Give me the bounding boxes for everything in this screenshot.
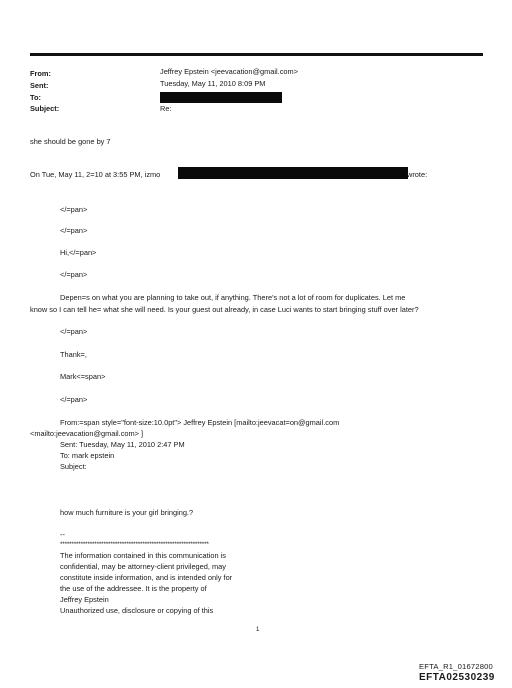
disclaimer-stars: ***************************************************************** <box>60 541 209 548</box>
bates-number-large: EFTA02530239 <box>419 672 495 683</box>
sender-redaction <box>178 167 408 179</box>
forwarded-from-line2: <mailto:jeevacation@gmail.com> ] <box>30 429 144 438</box>
span-artifact: </=pan> <box>60 270 88 279</box>
sent-value: Tuesday, May 11, 2010 8:09 PM <box>160 79 266 88</box>
disclaimer-line: confidential, may be attorney-client privileged, may <box>60 562 226 571</box>
subject-label: Subject: <box>30 104 60 113</box>
sent-label: Sent: <box>30 81 49 90</box>
to-redaction <box>160 92 282 103</box>
reply-text: she should be gone by 7 <box>30 137 111 146</box>
forwarded-from-line1: From:=span style="font-size:10.0pt"> Jeffrey Epstein [mailto:jeevacat=on@gmail.com <box>60 418 340 427</box>
signature-dashes: -- <box>60 530 65 539</box>
disclaimer-line: constitute inside information, and is intended only for <box>60 573 233 582</box>
message-paragraph-line1: Depen=s on what you are planning to take out, if anything. There's not a lot of room for duplicates. Let me <box>60 293 406 302</box>
page-number: 1 <box>256 627 260 633</box>
signature-mark: Mark<=span> <box>60 372 106 381</box>
span-artifact: </=pan> <box>60 395 88 404</box>
subject-value: Re: <box>160 104 172 113</box>
disclaimer-line: Jeffrey Epstein <box>60 595 109 604</box>
thanks-line: Thank=, <box>60 350 87 359</box>
from-value: Jeffrey Epstein <jeevacation@gmail.com> <box>160 67 299 76</box>
forwarded-to: To: mark epstein <box>60 451 115 460</box>
disclaimer-line: the use of the addressee. It is the property of <box>60 584 207 593</box>
to-label: To: <box>30 93 41 102</box>
span-artifact: </=pan> <box>60 327 88 336</box>
quote-intro-end: wrote: <box>407 170 428 179</box>
message-paragraph-line2: know so I can tell he= what she will need. Is your guest out already, in case Luci wants to start bringing stuff over later? <box>30 305 419 314</box>
span-artifact: </=pan> <box>60 226 88 235</box>
forwarded-sent: Sent: Tuesday, May 11, 2010 2:47 PM <box>60 440 185 449</box>
disclaimer-line: Unauthorized use, disclosure or copying of this <box>60 606 214 615</box>
bates-number-small: EFTA_R1_01672800 <box>419 662 493 671</box>
disclaimer-line: The information contained in this communication is <box>60 551 226 560</box>
question-text: how much furniture is your girl bringing.? <box>60 508 194 517</box>
greeting: Hi,</=pan> <box>60 248 97 257</box>
header-divider <box>30 53 483 56</box>
quote-intro-start: On Tue, May 11, 2=10 at 3:55 PM, izmo <box>30 170 161 179</box>
forwarded-subject: Subject: <box>60 462 87 471</box>
from-label: From: <box>30 69 51 78</box>
span-artifact: </=pan> <box>60 205 88 214</box>
